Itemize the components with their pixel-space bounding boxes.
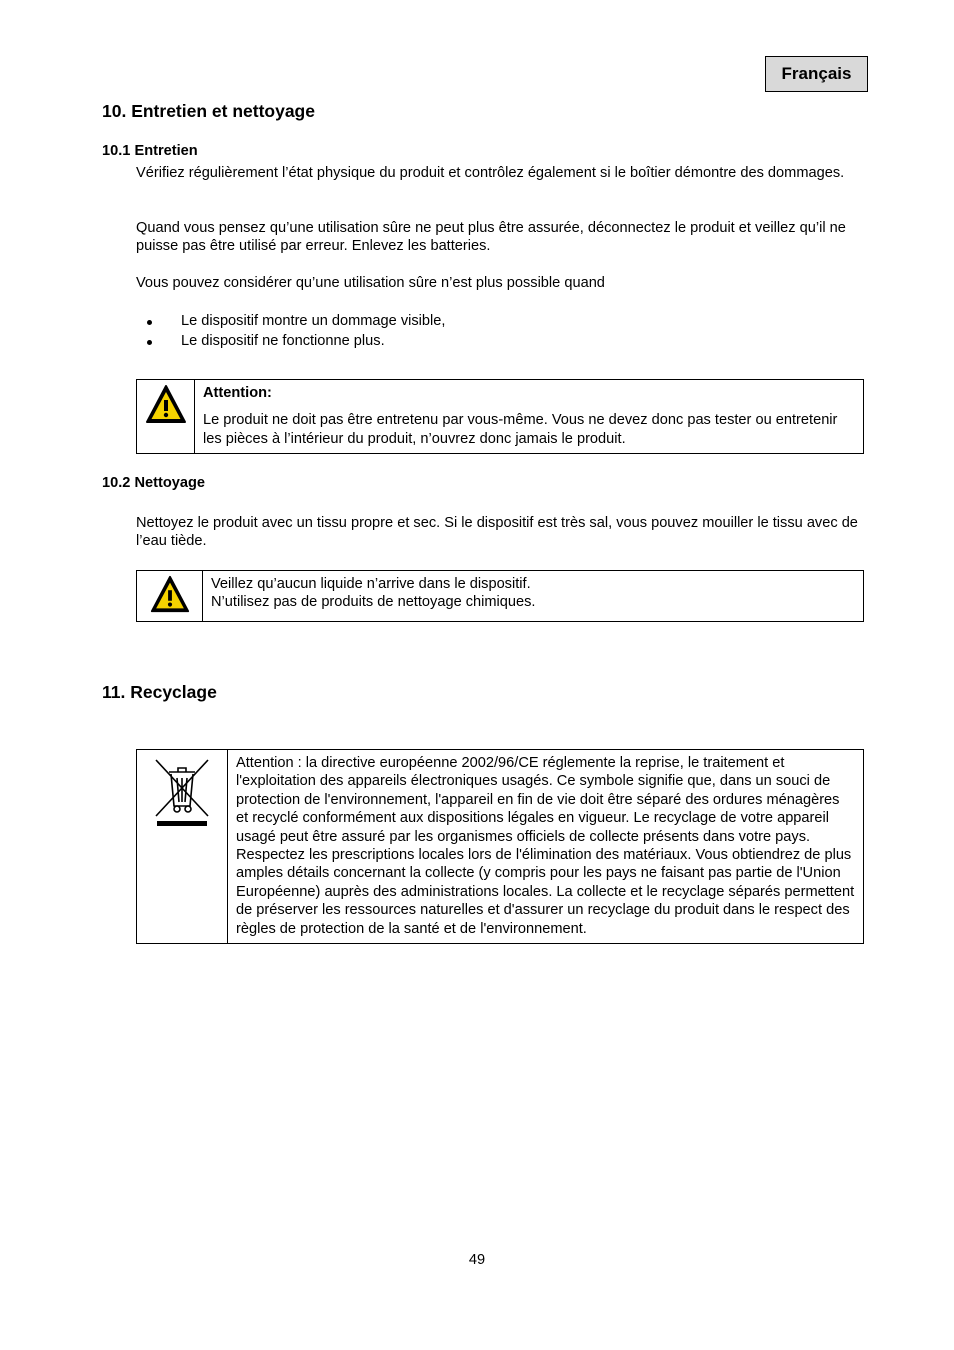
warning-title: Attention: bbox=[203, 385, 272, 401]
page-number: 49 bbox=[468, 1252, 486, 1268]
warning-text: N’utilisez pas de produits de nettoyage chimiques. bbox=[211, 594, 536, 611]
paragraph: Quand vous pensez qu’une utilisation sûre ne peut plus être assurée, déconnectez le produit et veillez qu’il ne puisse pas être utilisé par erreur. Enlevez les batteries. bbox=[136, 220, 846, 255]
section-title-maintenance: 10. Entretien et nettoyage bbox=[102, 101, 315, 121]
recycling-notice-box bbox=[136, 749, 864, 944]
warning-text: Le produit ne doit pas être entretenu par vous-même. Vous ne devez donc pas tester ou entretenir les pièces à l’intérieur du produit, n’ouvrez donc jamais le produit. bbox=[203, 412, 838, 447]
subsection-title-cleaning: 10.2 Nettoyage bbox=[102, 475, 206, 491]
paragraph: Vérifiez régulièrement l’état physique du produit et contrôlez également si le boîtier démontre des dommages. bbox=[136, 165, 845, 181]
paragraph: Vous pouvez considérer qu’une utilisation sûre n’est plus possible quand bbox=[136, 275, 605, 291]
warning-triangle-icon bbox=[144, 383, 188, 427]
subsection-title-maintenance: 10.1 Entretien bbox=[102, 143, 198, 159]
list-item: Le dispositif ne fonctionne plus. bbox=[181, 333, 385, 349]
warning-text: Veillez qu’aucun liquide n’arrive dans le dispositif. bbox=[211, 576, 531, 592]
language-tab: Français bbox=[765, 56, 868, 92]
bullet-icon bbox=[147, 340, 152, 345]
recycling-notice-text: Attention : la directive européenne 2002/96/CE réglemente la reprise, le traitement et l'exploitation des appareils électroniques usagés. Ce symbole signifie que, dans un souci de protection de l'environnement, l'appareil en fin de vie doit être séparé des ordures ménagères et recyclé conformément aux dispositions légales en vigueur. Le recyclage de votre appareil usagé peut être assuré par les organismes officiels de collecte présents dans votre pays. Respectez les prescriptions locales lors de l'élimination des matériaux. Vous obtiendrez de plus amples détails concernant la collecte (y compris pour les pays ne faisant pas partie de l'Union Européenne) auprès des administrations locales. La collecte et le recyclage séparés permettent de préserver les ressources naturelles et d'assurer un recyclage du produit dans le respect des règles de protection de la santé et de l'environnement. bbox=[236, 755, 855, 937]
list-item: Le dispositif montre un dommage visible, bbox=[181, 313, 446, 329]
section-title-recycling: 11. Recyclage bbox=[102, 682, 217, 702]
warning-triangle-icon bbox=[148, 574, 192, 616]
paragraph: Nettoyez le produit avec un tissu propre et sec. Si le dispositif est très sal, vous pouvez mouiller le tissu avec de l’eau tiède. bbox=[136, 515, 858, 550]
bullet-icon bbox=[147, 320, 152, 325]
warning-box bbox=[136, 379, 864, 454]
crossed-out-bin-icon bbox=[152, 756, 212, 828]
warning-box bbox=[136, 570, 864, 622]
